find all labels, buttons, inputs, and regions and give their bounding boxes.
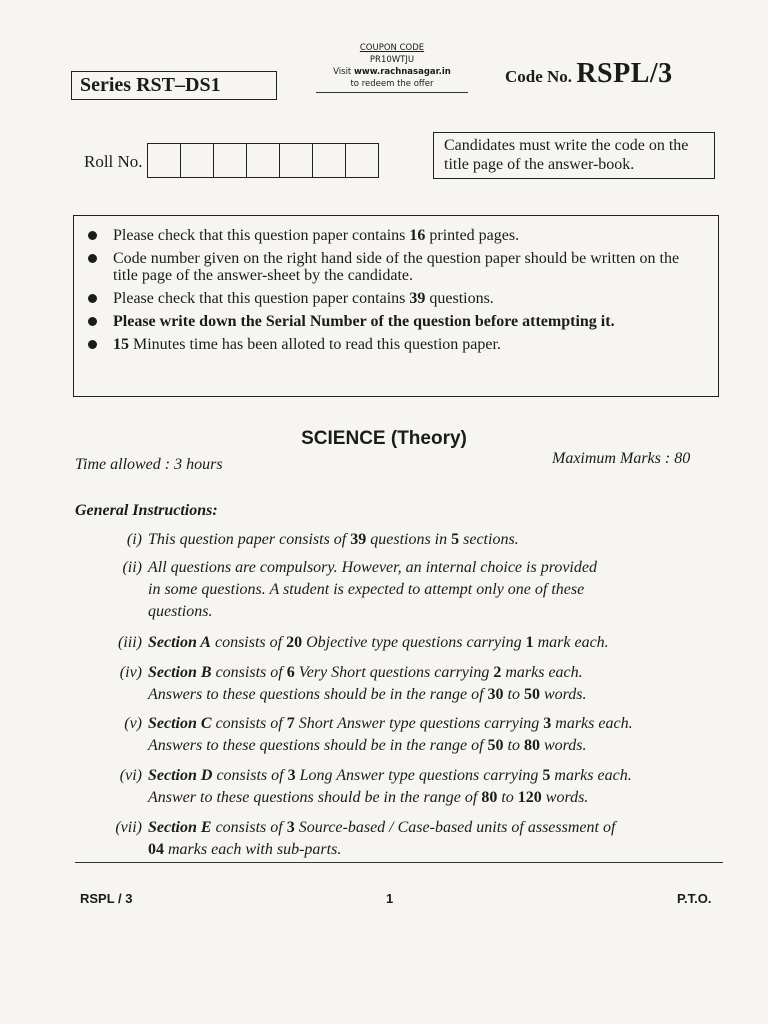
coupon-code: PR10WTJU [369, 55, 415, 65]
instruction-number: (iv) [119, 664, 142, 681]
code-prefix: Code No. [505, 67, 573, 86]
instruction-number: (ii) [122, 559, 142, 576]
maximum-marks: Maximum Marks : 80 [552, 450, 691, 467]
instruction-text: Section D consists of 3 Long Answer type questions carrying 5 marks each. Answer to these questions should be in the range of 80 to 120 words. [148, 767, 632, 806]
roll-digit-box [214, 144, 247, 177]
instruction-number: (i) [126, 531, 142, 548]
coupon-rule [316, 92, 468, 93]
checklist-text: Code number given on the right hand side of the question paper should be written on the title page of the answer-sheet by the candidate. [113, 250, 680, 284]
general-instructions-title: General Instructions: [75, 502, 218, 519]
instruction-item [96, 529, 720, 551]
subject-title: SCIENCE (Theory) [301, 428, 467, 449]
roll-digit-box [181, 144, 214, 177]
instruction-item [96, 817, 720, 861]
roll-digit-box [280, 144, 313, 177]
instruction-item [96, 557, 720, 623]
roll-digit-box [313, 144, 346, 177]
bullet-icon [88, 294, 97, 303]
instruction-number: (vii) [115, 819, 142, 836]
instruction-text: Section E consists of 3 Source-based / Case-based units of assessment of 04 marks each with sub-parts. [148, 819, 616, 858]
code-number [505, 58, 673, 90]
checklist-text: Please write down the Serial Number of the question before attempting it. [113, 313, 615, 330]
roll-label: Roll No. [84, 152, 143, 171]
coupon-redeem: to redeem the offer [350, 79, 434, 89]
instruction-number: (vi) [119, 767, 142, 784]
coupon-visit [312, 66, 472, 78]
bullet-icon [88, 231, 97, 240]
instruction-text: This question paper consists of 39 questions in 5 sections. [148, 531, 519, 548]
coupon-title: COUPON CODE [359, 43, 425, 53]
bullet-icon [88, 254, 97, 263]
instruction-item [96, 662, 720, 706]
roll-digit-box [148, 144, 181, 177]
footer-code: RSPL / 3 [80, 891, 133, 906]
checklist-item [86, 313, 706, 330]
page-number: 1 [386, 891, 394, 906]
instruction-text: Section A consists of 20 Objective type questions carrying 1 mark each. [148, 634, 609, 651]
series-label: Series RST–DS1 [71, 71, 277, 100]
checklist-text: Please check that this question paper contains 39 questions. [113, 290, 494, 307]
checklist-item [86, 336, 706, 353]
candidates-note: Candidates must write the code on the title page of the answer-book. [433, 132, 715, 179]
instruction-text: All questions are compulsory. However, an internal choice is provided in some questions. A student is expected to attempt only one of these questions. [148, 559, 597, 620]
instruction-number: (v) [124, 715, 142, 732]
coupon-visit-prefix: Visit [333, 67, 354, 77]
instruction-text: Section C consists of 7 Short Answer type questions carrying 3 marks each. Answers to these questions should be in the range of 50 to 80 words. [148, 715, 633, 754]
instruction-item [96, 632, 720, 654]
instruction-item [96, 713, 720, 757]
footer-rule [75, 862, 723, 863]
pto-label: P.T.O. [677, 891, 712, 906]
roll-digit-box [247, 144, 280, 177]
checklist-item [86, 290, 706, 307]
bullet-icon [88, 340, 97, 349]
instruction-text: Section B consists of 6 Very Short questions carrying 2 marks each. Answers to these questions should be in the range of 30 to 50 words. [148, 664, 587, 703]
instruction-number: (iii) [118, 634, 142, 651]
roll-number-boxes [147, 143, 379, 178]
checklist-item [86, 227, 706, 244]
checklist-box [73, 215, 719, 397]
time-allowed: Time allowed : 3 hours [75, 456, 223, 473]
coupon-block [312, 42, 472, 93]
instruction-item [96, 765, 720, 809]
roll-digit-box [346, 144, 379, 177]
checklist-item [86, 250, 706, 284]
coupon-site: www.rachnasagar.in [353, 67, 451, 77]
checklist-text: Please check that this question paper contains 16 printed pages. [113, 227, 520, 244]
checklist-text: 15 Minutes time has been alloted to read this question paper. [113, 336, 501, 353]
bullet-icon [88, 317, 97, 326]
code-value: RSPL/3 [576, 58, 673, 89]
